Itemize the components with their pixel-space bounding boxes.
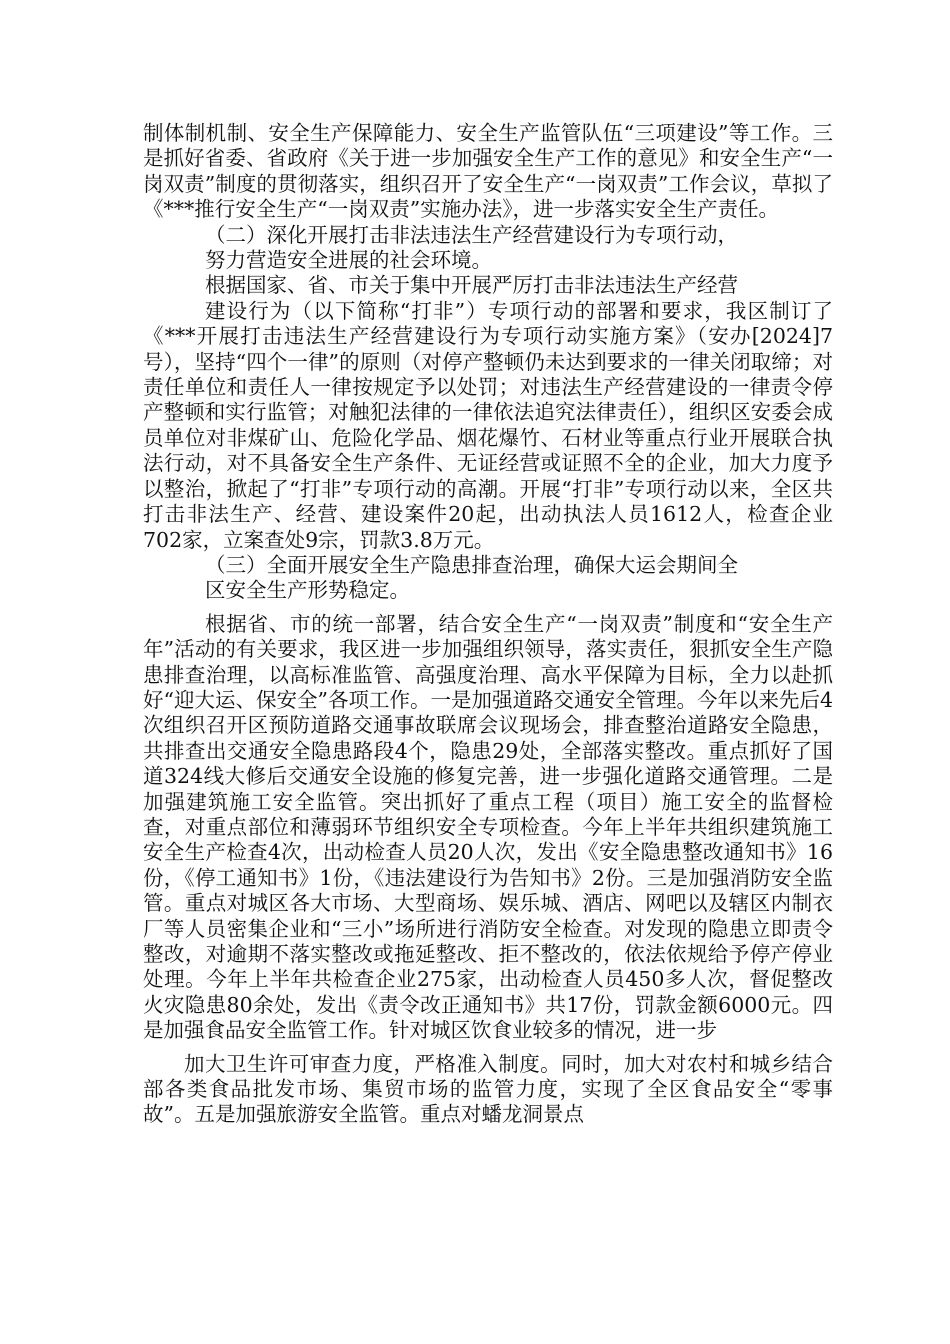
paragraph-spacer: [143, 604, 833, 612]
section-heading-2-line-2: 努力营造安全进展的社会环境。: [205, 248, 492, 273]
paragraph-2-first-line: 根据国家、省、市关于集中开展严厉打击非法违法生产经营: [205, 273, 738, 298]
section-heading-3-line-2: 区安全生产形势稳定。: [205, 578, 410, 603]
paragraph-3-body: 根据省、市的统一部署，结合安全生产“一岗双责”制度和“安全生产年”活动的有关要求，我区进一步加强组织领导，落实责任，狠抓安全生产隐患排查治理，以高标准监管、高强度治理、高水平保障为目标，全力以赴抓好“迎大运、保安全”各项工作。一是加强道路交通安全管理。今年以来先后4次组织召开区预防道路交通事故联席会议现场会，排查整治道路安全隐患，共排查出交通安全隐患路段4个，隐患29处，全部落实整改。重点抓好了国道324线大修后交通安全设施的修复完善，进一步强化道路交通管理。二是加强建筑施工安全监管。突出抓好了重点工程（项目）施工安全的监督检查，对重点部位和薄弱环节组织安全专项检查。今年上半年共组织建筑施工安全生产检查4次，出动检查人员20人次，发出《安全隐患整改通知书》16份，《停工通知书》1份，《违法建设行为告知书》2份。三是加强消防安全监管。重点对城区各大市场、大型商场、娱乐城、酒店、网吧以及辖区内制衣厂等人员密集企业和“三小”场所进行消防安全检查。对发现的隐患立即责令整改，对逾期不落实整改或拖延整改、拒不整改的，依法依规给予停产停业处理。今年上半年共检查企业275家，出动检查人员450多人次，督促整改火灾隐患80余处，发出《责令改正通知书》共17份，罚款金额6000元。四是加强食品安全监管工作。针对城区饮食业较多的情况，进一步: [143, 611, 834, 1043]
paragraph-4-body: 加大卫生许可审查力度，严格准入制度。同时，加大对农村和城乡结合部各类食品批发市场、集贸市场的监管力度，实现了全区食品安全“零事故”。五是加强旅游安全监管。重点对蟠龙洞景点: [143, 1051, 833, 1127]
paragraph-spacer: [143, 1044, 833, 1052]
paragraph-continuation: 制体制机制、安全生产保障能力、安全生产监管队伍“三项建设”等工作。三是抓好省委、省政府《关于进一步加强安全生产工作的意见》和安全生产“一岗双责”制度的贯彻落实，组织召开了安全生产“一岗双责”工作会议，草拟了《***推行安全生产“一岗双责”实施办法》，进一步落实安全生产责任。: [143, 121, 833, 222]
section-heading-3-line-1: （三）全面开展安全生产隐患排查治理，确保大运会期间全: [205, 552, 738, 577]
document-body: [143, 121, 833, 1128]
paragraph-2-body: 建设行为（以下简称“打非”）专项行动的部署和要求，我区制订了《***开展打击违法生产经营建设行为专项行动实施方案》（安办[2024]7号），坚持“四个一律”的原则（对停产整顿仍未达到要求的一律关闭取缔；对责任单位和责任人一律按规定予以处罚；对违法生产经营建设的一律责令停产整顿和实行监管；对触犯法律的一律依法追究法律责任），组织区安委会成员单位对非煤矿山、危险化学品、烟花爆竹、石材业等重点行业开展联合执法行动，对不具备安全生产条件、无证经营或证照不全的企业，加大力度予以整治，掀起了“打非”专项行动的高潮。开展“打非”专项行动以来，全区共打击非法生产、经营、建设案件20起，出动执法人员1612人，检查企业702家，立案查处9宗，罚款3.8万元。: [143, 298, 833, 552]
section-heading-2-line-1: （二）深化开展打击非法违法生产经营建设行为专项行动，: [205, 222, 738, 247]
